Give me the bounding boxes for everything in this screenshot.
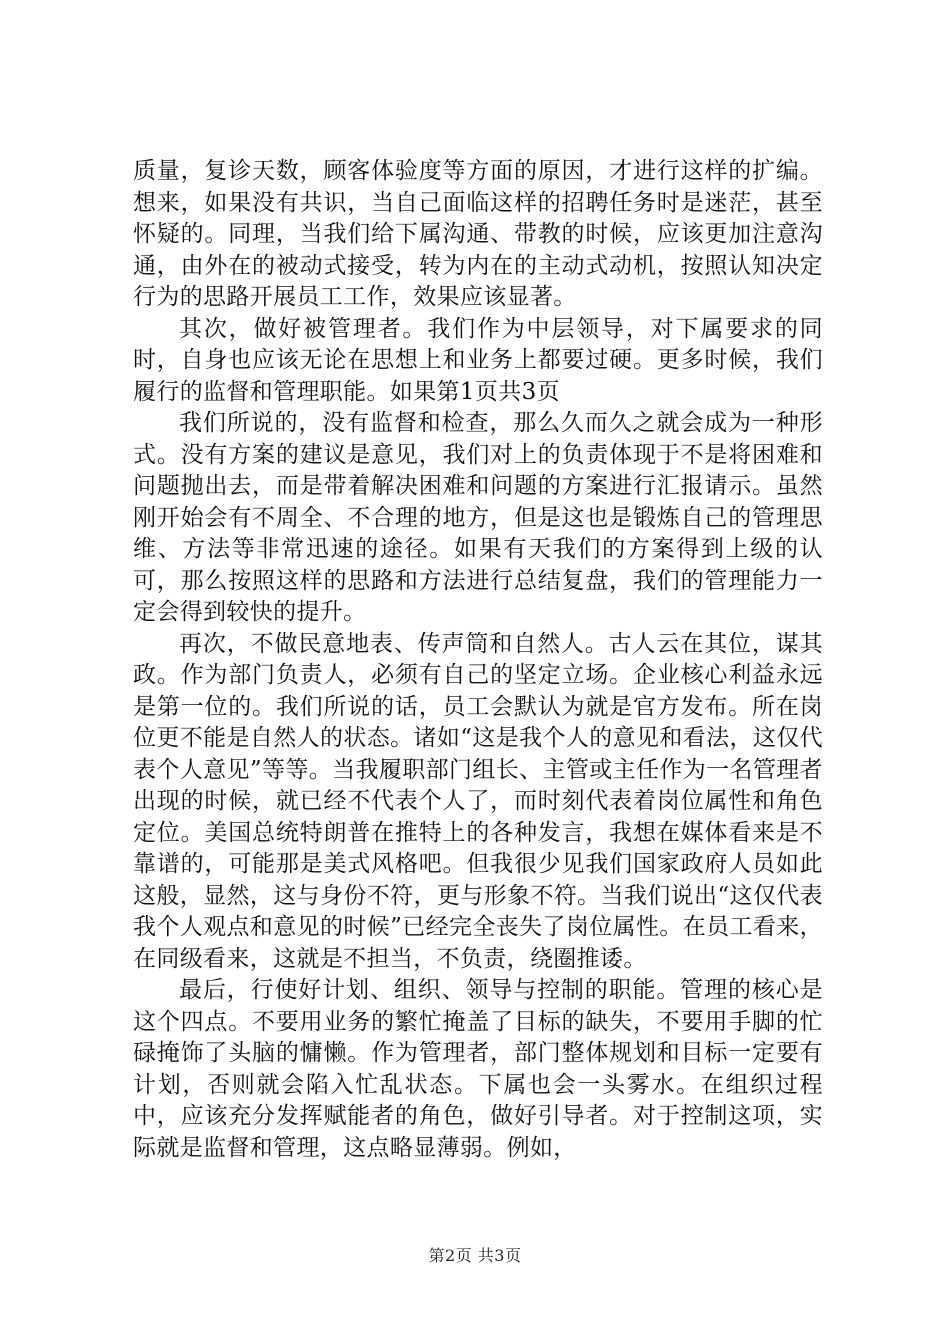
paragraph-3: 我们所说的，没有监督和检查，那么久而久之就会成为一种形式。没有方案的建议是意见，我们对上的负责体现于不是将困难和问题抛出去，而是带着解决困难和问题的方案进行汇报请示。虽然刚开始会有不周全、不合理的地方，但是这也是锻炼自己的管理思维、方法等非常迅速的途径。如果有天我们的方案得到上级的认可，那么按照这样的思路和方法进行总结复盘，我们的管理能力一定会得到较快的提升。 bbox=[133, 410, 823, 625]
page-footer: 第2页 共3页 bbox=[428, 1246, 522, 1265]
paragraph-1: 质量，复诊天数，顾客体验度等方面的原因，才进行这样的扩编。想来，如果没有共识，当自己面临这样的招聘任务时是迷茫，甚至怀疑的。同理，当我们给下属沟通、带教的时候，应该更加注意沟通，由外在的被动式接受，转为内在的主动式动机，按照认知决定行为的思路开展员工工作，效果应该显著。 bbox=[133, 158, 823, 310]
paragraph-4: 再次，不做民意地表、传声筒和自然人。古人云在其位，谋其政。作为部门负责人，必须有自己的坚定立场。企业核心利益永远是第一位的。我们所说的话，员工会默认为就是官方发布。所在岗位更不能是自然人的状态。诸如“这是我个人的意见和看法，这仅代表个人意见”等等。当我履职部门组长、主管或主任作为一名管理者出现的时候，就已经不代表个人了，而时刻代表着岗位属性和角色定位。美国总统特朗普在推特上的各种发言，我想在媒体看来是不靠谱的，可能那是美式风格吧。但我很少见我们国家政府人员如此这般，显然，这与身份不符，更与形象不符。当我们说出“这仅代表我个人观点和意见的时候”已经完全丧失了岗位属性。在员工看来，在同级看来，这就是不担当，不负责，绕圈推诿。 bbox=[133, 630, 823, 972]
paragraph-2: 其次，做好被管理者。我们作为中层领导，对下属要求的同时，自身也应该无论在思想上和业务上都要过硬。更多时候，我们履行的监督和管理职能。如果第1页共3页 bbox=[133, 315, 823, 405]
paragraph-5: 最后，行使好计划、组织、领导与控制的职能。管理的核心是这个四点。不要用业务的繁忙掩盖了目标的缺失，不要用手脚的忙碌掩饰了头脑的慵懒。作为管理者，部门整体规划和目标一定要有计划，否则就会陷入忙乱状态。下属也会一头雾水。在组织过程中，应该充分发挥赋能者的角色，做好引导者。对于控制这项，实际就是监督和管理，这点略显薄弱。例如， bbox=[133, 977, 823, 1161]
document-body bbox=[133, 156, 823, 1164]
